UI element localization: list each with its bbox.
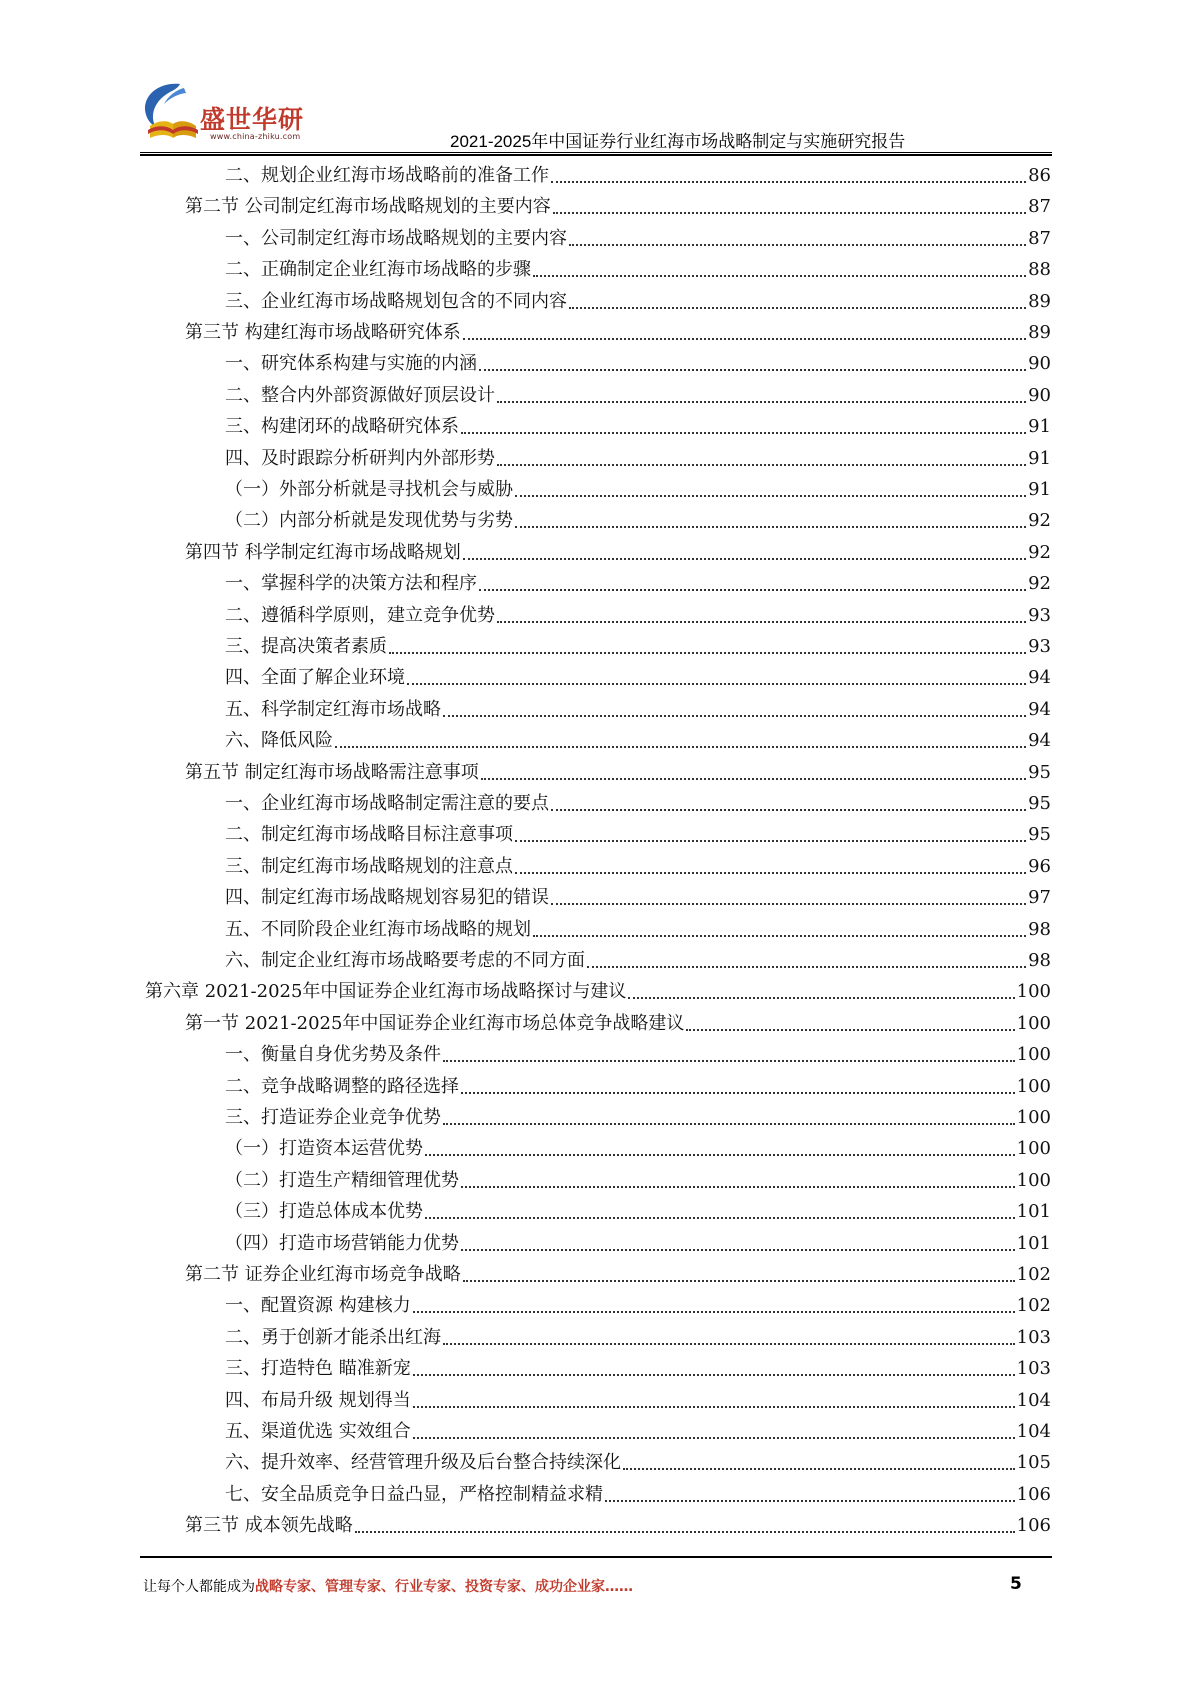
toc-entry-page: 93 — [1028, 636, 1051, 657]
toc-entry-page: 86 — [1028, 165, 1051, 186]
toc-leader-dots — [463, 558, 1026, 560]
toc-entry-title: 一、企业红海市场战略制定需注意的要点 — [225, 793, 549, 814]
toc-leader-dots — [515, 840, 1026, 842]
toc-entry-page: 100 — [1016, 1138, 1051, 1160]
toc-leader-dots — [463, 338, 1026, 340]
toc-leader-dots — [481, 778, 1026, 780]
toc-entry[interactable] — [225, 411, 1051, 439]
toc-leader-dots — [686, 1029, 1014, 1031]
toc-entry[interactable] — [225, 380, 1051, 408]
toc-leader-dots — [461, 1249, 1015, 1251]
toc-entry[interactable] — [225, 1196, 1051, 1224]
toc-entry[interactable] — [225, 945, 1051, 973]
toc-entry[interactable] — [185, 1510, 1051, 1538]
toc-entry-page: 98 — [1028, 918, 1051, 940]
toc-entry-page: 95 — [1028, 824, 1051, 846]
page-header — [0, 0, 1191, 160]
toc-entry-title: 四、全面了解企业环境 — [225, 667, 405, 689]
toc-entry-title: 四、布局升级 规划得当 — [225, 1389, 411, 1411]
toc-entry-page: 100 — [1016, 1169, 1051, 1191]
toc-entry[interactable] — [225, 568, 1051, 596]
toc-entry[interactable] — [185, 191, 1051, 219]
toc-entry-title: 二、遵循科学原则，建立竞争优势 — [225, 604, 495, 626]
toc-entry-page: 101 — [1016, 1201, 1051, 1223]
toc-entry-title: 四、制定红海市场战略规划容易犯的错误 — [225, 887, 549, 909]
toc-leader-dots — [497, 621, 1026, 623]
toc-leader-dots — [443, 1123, 1015, 1125]
toc-entry-page: 87 — [1028, 227, 1051, 249]
toc-entry-page: 94 — [1028, 698, 1051, 720]
toc-entry-title: 三、企业红海市场战略规划包含的不同内容 — [225, 290, 567, 312]
toc-entry[interactable] — [225, 600, 1051, 628]
toc-entry-page: 95 — [1028, 793, 1051, 814]
toc-leader-dots — [515, 872, 1026, 874]
toc-entry-title: 第四节 科学制定红海市场战略规划 — [185, 541, 461, 563]
toc-leader-dots — [407, 683, 1026, 685]
toc-leader-dots — [461, 432, 1026, 434]
toc-entry[interactable] — [225, 1165, 1051, 1193]
toc-entry-title: 一、衡量自身优劣势及条件 — [225, 1044, 441, 1066]
toc-entry-page: 102 — [1016, 1264, 1051, 1285]
toc-entry[interactable] — [225, 631, 1051, 659]
toc-entry[interactable] — [225, 223, 1051, 251]
toc-entry-page: 100 — [1016, 1012, 1051, 1034]
toc-entry-title: 三、提高决策者素质 — [225, 636, 387, 657]
toc-entry-page: 103 — [1016, 1358, 1051, 1380]
toc-entry-title: 三、打造特色 瞄准新宠 — [225, 1358, 411, 1380]
toc-entry[interactable] — [225, 914, 1051, 942]
toc-entry-page: 89 — [1028, 290, 1051, 312]
toc-entry-title: 一、公司制定红海市场战略规划的主要内容 — [225, 227, 567, 249]
toc-leader-dots — [515, 526, 1026, 528]
toc-entry-title: 五、不同阶段企业红海市场战略的规划 — [225, 918, 531, 940]
toc-entry-page: 91 — [1028, 416, 1051, 438]
toc-entry-title: （三）打造总体成本优势 — [225, 1201, 423, 1223]
toc-leader-dots — [533, 275, 1026, 277]
toc-entry-page: 105 — [1016, 1452, 1051, 1474]
toc-entry[interactable] — [225, 1416, 1051, 1444]
footer-slogan — [143, 1576, 633, 1596]
toc-entry-page: 87 — [1028, 196, 1051, 218]
toc-entry-page: 102 — [1016, 1295, 1051, 1317]
toc-entry-title: 第二节 公司制定红海市场战略规划的主要内容 — [185, 196, 551, 218]
toc-entry-page: 106 — [1016, 1515, 1051, 1537]
toc-entry-title: 六、提升效率、经营管理升级及后台整合持续深化 — [225, 1452, 621, 1474]
toc-entry[interactable] — [225, 1228, 1051, 1256]
toc-entry[interactable] — [225, 1322, 1051, 1350]
toc-entry-page: 93 — [1028, 604, 1051, 626]
toc-entry-page: 92 — [1028, 573, 1051, 595]
toc-leader-dots — [413, 1374, 1015, 1376]
logo-url: www.china-zhiku.com — [210, 132, 301, 141]
toc-entry-page: 104 — [1016, 1389, 1051, 1411]
toc-entry-title: 二、规划企业红海市场战略前的准备工作 — [225, 165, 549, 186]
toc-leader-dots — [553, 212, 1026, 214]
toc-entry-title: （四）打造市场营销能力优势 — [225, 1232, 459, 1254]
toc-entry[interactable] — [225, 1385, 1051, 1413]
toc-entry-page: 104 — [1016, 1421, 1051, 1442]
toc-leader-dots — [551, 809, 1026, 811]
toc-leader-dots — [515, 495, 1026, 497]
toc-leader-dots — [623, 1468, 1015, 1470]
toc-leader-dots — [479, 369, 1026, 371]
toc-leader-dots — [443, 1343, 1015, 1345]
document-title: 2021-2025年中国证券行业红海市场战略制定与实施研究报告 — [450, 132, 906, 151]
toc-leader-dots — [425, 1217, 1015, 1219]
toc-entry[interactable] — [225, 1447, 1051, 1475]
toc-leader-dots — [413, 1406, 1015, 1408]
toc-leader-dots — [425, 1154, 1015, 1156]
toc-entry-page: 90 — [1028, 353, 1051, 375]
toc-entry-title: 六、降低风险 — [225, 730, 333, 752]
toc-leader-dots — [413, 1437, 1015, 1439]
toc-entry-title: （二）打造生产精细管理优势 — [225, 1169, 459, 1191]
toc-leader-dots — [605, 1500, 1015, 1502]
toc-entry-title: 三、打造证券企业竞争优势 — [225, 1107, 441, 1128]
toc-entry-page: 91 — [1028, 479, 1051, 500]
toc-entry-title: 第二节 证券企业红海市场竞争战略 — [185, 1264, 461, 1285]
book-swoosh-logo-icon — [140, 80, 202, 142]
toc-entry[interactable] — [225, 474, 1051, 502]
toc-entry[interactable] — [185, 757, 1051, 785]
page-number: 5 — [1010, 1574, 1022, 1594]
toc-entry[interactable] — [225, 160, 1051, 188]
toc-entry-title: 二、正确制定企业红海市场战略的步骤 — [225, 259, 531, 281]
toc-entry[interactable] — [185, 317, 1051, 345]
toc-leader-dots — [569, 244, 1026, 246]
toc-entry[interactable] — [185, 1008, 1051, 1036]
toc-entry[interactable] — [225, 505, 1051, 533]
toc-entry[interactable] — [225, 788, 1051, 816]
toc-entry[interactable] — [225, 694, 1051, 722]
toc-entry-title: 三、构建闭环的战略研究体系 — [225, 416, 459, 438]
toc-entry[interactable] — [225, 662, 1051, 690]
toc-entry[interactable] — [225, 1290, 1051, 1318]
toc-entry-title: 一、研究体系构建与实施的内涵 — [225, 353, 477, 375]
toc-leader-dots — [461, 1186, 1015, 1188]
toc-entry-page: 96 — [1028, 855, 1051, 877]
toc-entry[interactable] — [225, 1071, 1051, 1099]
toc-entry-page: 91 — [1028, 447, 1051, 469]
toc-entry-title: 二、勇于创新才能杀出红海 — [225, 1326, 441, 1348]
toc-leader-dots — [628, 997, 1014, 999]
toc-entry-page: 97 — [1028, 887, 1051, 909]
toc-entry[interactable] — [225, 443, 1051, 471]
toc-entry-title: （一）打造资本运营优势 — [225, 1138, 423, 1160]
toc-entry[interactable] — [225, 1133, 1051, 1161]
toc-entry-title: 七、安全品质竞争日益凸显，严格控制精益求精 — [225, 1483, 603, 1505]
toc-entry-page: 88 — [1028, 259, 1051, 281]
toc-leader-dots — [389, 652, 1026, 654]
toc-leader-dots — [479, 589, 1026, 591]
toc-entry-page: 95 — [1028, 761, 1051, 783]
toc-entry[interactable] — [225, 851, 1051, 879]
toc-leader-dots — [443, 715, 1026, 717]
toc-entry-title: 第六章 2021-2025年中国证券企业红海市场战略探讨与建议 — [145, 981, 627, 1003]
toc-leader-dots — [569, 307, 1026, 309]
footer-divider — [140, 1556, 1052, 1558]
toc-entry[interactable] — [185, 1259, 1051, 1287]
toc-entry[interactable] — [225, 254, 1051, 282]
toc-entry-title: 五、科学制定红海市场战略 — [225, 698, 441, 720]
toc-entry-title: 第三节 构建红海市场战略研究体系 — [185, 322, 461, 343]
toc-entry-page: 100 — [1016, 1075, 1051, 1097]
toc-entry-title: 二、制定红海市场战略目标注意事项 — [225, 824, 513, 846]
header-divider — [140, 152, 1052, 153]
toc-entry-page: 90 — [1028, 384, 1051, 406]
toc-entry[interactable] — [225, 882, 1051, 910]
toc-entry-title: 第一节 2021-2025年中国证券企业红海市场总体竞争战略建议 — [185, 1012, 685, 1034]
toc-leader-dots — [461, 1092, 1015, 1094]
slogan-prefix: 让每个人都能成为 — [143, 1579, 255, 1595]
toc-entry-page: 100 — [1016, 1107, 1051, 1128]
toc-leader-dots — [497, 464, 1026, 466]
toc-entry-page: 94 — [1028, 730, 1051, 752]
toc-entry-title: 五、渠道优选 实效组合 — [225, 1421, 411, 1442]
logo-name: 盛世华研 — [200, 105, 305, 134]
toc-entry[interactable] — [225, 348, 1051, 376]
toc-entry-title: 六、制定企业红海市场战略要考虑的不同方面 — [225, 950, 585, 971]
company-logo — [140, 80, 320, 148]
toc-entry-page: 92 — [1028, 510, 1051, 532]
toc-entry-title: 四、及时跟踪分析研判内外部形势 — [225, 447, 495, 469]
toc-entry-title: 一、掌握科学的决策方法和程序 — [225, 573, 477, 595]
toc-leader-dots — [413, 1311, 1015, 1313]
toc-entry-page: 103 — [1016, 1326, 1051, 1348]
toc-entry-title: 二、整合内外部资源做好顶层设计 — [225, 384, 495, 406]
toc-leader-dots — [587, 966, 1026, 968]
toc-leader-dots — [463, 1280, 1015, 1282]
toc-entry-page: 100 — [1016, 981, 1051, 1003]
toc-leader-dots — [335, 746, 1026, 748]
slogan-highlight: 战略专家、管理专家、行业专家、投资专家、成功企业家…… — [255, 1579, 633, 1595]
toc-leader-dots — [443, 1060, 1015, 1062]
header-divider-thick — [140, 154, 1052, 156]
toc-entry[interactable] — [225, 1353, 1051, 1381]
toc-entry[interactable] — [225, 286, 1051, 314]
toc-entry-title: 第三节 成本领先战略 — [185, 1515, 353, 1537]
toc-entry[interactable] — [225, 1479, 1051, 1507]
toc-entry-page: 98 — [1028, 950, 1051, 971]
toc-leader-dots — [551, 181, 1026, 183]
toc-entry-title: 一、配置资源 构建核力 — [225, 1295, 411, 1317]
toc-entry-title: （一）外部分析就是寻找机会与威胁 — [225, 479, 513, 500]
toc-entry-title: 第五节 制定红海市场战略需注意事项 — [185, 761, 479, 783]
toc-entry-page: 100 — [1016, 1044, 1051, 1066]
toc-entry[interactable] — [225, 1102, 1051, 1130]
toc-leader-dots — [551, 903, 1026, 905]
toc-leader-dots — [355, 1531, 1015, 1533]
toc-entry[interactable] — [145, 976, 1051, 1004]
toc-entry[interactable] — [185, 537, 1051, 565]
toc-entry-title: 二、竞争战略调整的路径选择 — [225, 1075, 459, 1097]
toc-entry-title: （二）内部分析就是发现优势与劣势 — [225, 510, 513, 532]
toc-entry-page: 101 — [1016, 1232, 1051, 1254]
toc-entry[interactable] — [225, 725, 1051, 753]
toc-entry[interactable] — [225, 1039, 1051, 1067]
toc-entry-page: 89 — [1028, 322, 1051, 343]
toc-entry-page: 94 — [1028, 667, 1051, 689]
toc-entry-page: 106 — [1016, 1483, 1051, 1505]
toc-leader-dots — [497, 401, 1026, 403]
toc-entry-title: 三、制定红海市场战略规划的注意点 — [225, 855, 513, 877]
toc-leader-dots — [533, 935, 1026, 937]
toc-entry-page: 92 — [1028, 541, 1051, 563]
toc-entry[interactable] — [225, 819, 1051, 847]
